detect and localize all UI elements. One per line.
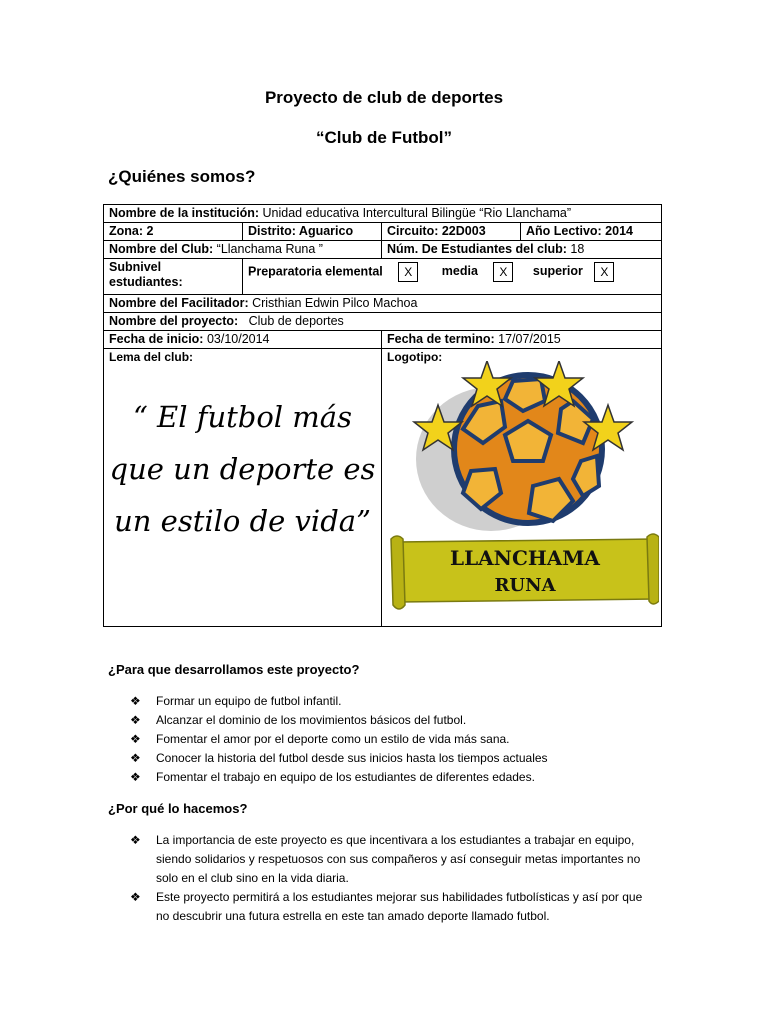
bullet-icon: ❖	[130, 833, 141, 847]
list-item: ❖ Fomentar el amor por el deporte como un estilo de vida más sana.	[130, 730, 650, 749]
prep-checkbox: X	[398, 262, 418, 282]
list-item: ❖ La importancia de este proyecto es que incentivara a los estudiantes a trabajar en equipo, siendo solidarios y respetuosos con sus compañeros y así conseguir metas importantes no solo en el club sino en la vida diaria.	[130, 833, 641, 885]
inicio-label: Fecha de inicio:	[109, 332, 204, 346]
facilitador-label: Nombre del Facilitador:	[109, 296, 249, 310]
facilitador-value: Cristhian Edwin Pilco Machoa	[252, 296, 418, 310]
list-item: ❖ Fomentar el trabajo en equipo de los estudiantes de diferentes edades.	[130, 768, 650, 787]
row-zona	[104, 223, 662, 241]
section1-list	[130, 692, 650, 787]
section2-list	[130, 831, 650, 926]
superior-label: superior	[532, 264, 583, 279]
list-item: ❖ Formar un equipo de futbol infantil.	[130, 692, 650, 711]
num-estudiantes-value: 18	[570, 242, 585, 256]
zona: Zona: 2	[109, 224, 154, 238]
row-proyecto	[104, 313, 662, 331]
num-estudiantes-label: Núm. De Estudiantes del club:	[387, 242, 567, 256]
media-label: media	[441, 264, 478, 279]
bullet-icon: ❖	[130, 732, 141, 746]
row-institucion	[104, 205, 662, 223]
superior-checkbox: X	[594, 262, 614, 282]
row-facilitador	[104, 295, 662, 313]
club-label: Nombre del Club:	[109, 242, 214, 256]
logo-line2: RUNA	[494, 575, 556, 596]
media-checkbox: X	[493, 262, 513, 282]
termino-value: 17/07/2015	[498, 332, 561, 346]
lema-text: “ El futbol más que un deporte es un estilo de vida”	[109, 400, 376, 538]
circuito: Circuito: 22D003	[387, 224, 486, 238]
row-lema-logo	[104, 349, 662, 627]
inicio-value: 03/10/2014	[206, 332, 270, 346]
section2-heading: ¿Por qué lo hacemos?	[108, 801, 248, 816]
logo-line1: LLANCHAMA	[450, 546, 600, 570]
bullet-icon: ❖	[130, 694, 141, 708]
club-value: “Llanchama Runa ”	[216, 242, 323, 256]
termino-label: Fecha de termino:	[387, 332, 495, 346]
document-subtitle: “Club de Futbol”	[316, 128, 452, 147]
row-club	[104, 241, 662, 259]
distrito: Distrito: Aguarico	[248, 224, 354, 238]
bullet-icon: ❖	[130, 713, 141, 727]
subnivel-label: Subnivel estudiantes:	[109, 260, 183, 289]
ano-lectivo: Año Lectivo: 2014	[526, 224, 633, 238]
document-title: Proyecto de club de deportes	[264, 88, 504, 107]
proyecto-value: Club de deportes	[248, 314, 344, 328]
section1-heading: ¿Para que desarrollamos este proyecto?	[108, 662, 360, 677]
proyecto-label: Nombre del proyecto:	[109, 314, 239, 328]
banner	[391, 534, 659, 609]
info-table	[103, 204, 662, 627]
section-heading-quienes: ¿Quiénes somos?	[108, 167, 256, 186]
list-item: ❖ Alcanzar el dominio de los movimientos básicos del futbol.	[130, 711, 650, 730]
institucion-value: Unidad educativa Intercultural Bilingüe “Rio Llanchama”	[262, 206, 572, 220]
lema-label: Lema del club:	[109, 350, 194, 364]
bullet-icon: ❖	[130, 770, 141, 784]
club-logo	[383, 361, 659, 621]
bullet-icon: ❖	[130, 890, 141, 904]
bullet-icon: ❖	[130, 751, 141, 765]
row-subnivel	[104, 259, 662, 295]
logo-label: Logotipo:	[387, 350, 443, 364]
list-item: ❖ Conocer la historia del futbol desde sus inicios hasta los tiempos actuales	[130, 749, 650, 768]
prep-label: Preparatoria elemental	[248, 264, 383, 279]
list-item: ❖ Este proyecto permitirá a los estudiantes mejorar sus habilidades futbolísticas y así por que no descubrir una futura estrella en este tan amado deporte llamado futbol.	[130, 890, 643, 923]
row-fechas	[104, 331, 662, 349]
institucion-label: Nombre de la institución:	[109, 206, 260, 220]
